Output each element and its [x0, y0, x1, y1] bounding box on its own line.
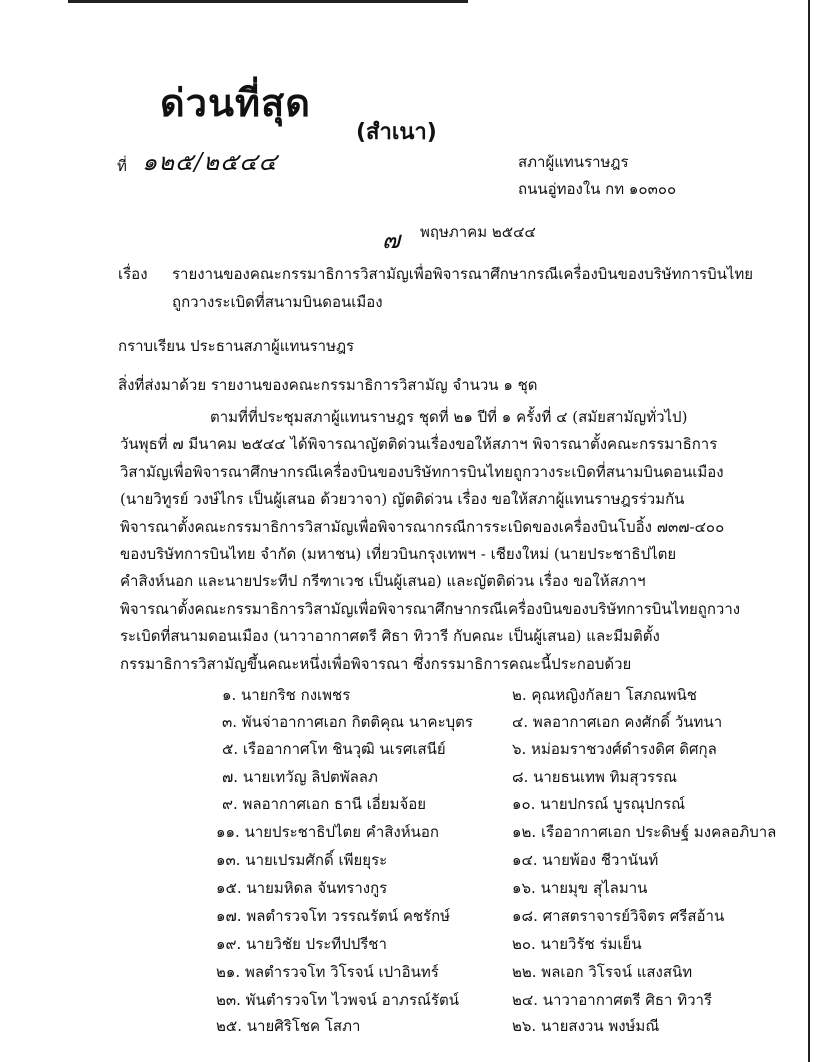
member-right: ๒๖. นายสงวน พงษ์มณี — [512, 1017, 660, 1035]
scan-edge-top — [68, 0, 468, 3]
body-line: กรรมาธิการวิสามัญขึ้นคณะหนึ่งเพื่อพิจารณา ซึ่งกรรมาธิการคณะนี้ประกอบด้วย — [120, 654, 632, 673]
member-right: ๒๒. พลเอก วิโรจน์ แสงสนิท — [512, 963, 693, 981]
body-line: พิจารณาตั้งคณะกรรมาธิการวิสามัญเพื่อพิจารณากรณีการระเบิดของเครื่องบินโบอิ้ง ๗๓๗-๔๐๐ — [120, 517, 725, 536]
member-right: ๒. คุณหญิงกัลยา โสภณพนิช — [512, 686, 697, 704]
member-left: ๑๕. นายมหิดล จันทรางกูร — [216, 879, 388, 897]
body-paragraph — [120, 404, 740, 678]
urgency-heading: ด่วนที่สุด — [160, 81, 311, 125]
member-left: ๕. เรืออากาศโท ชินวุฒิ นเรศเสนีย์ — [222, 740, 446, 758]
body-line: คำสิงห์นอก และนายประทีป กรีฑาเวช เป็นผู้เสนอ) และญัตติด่วน เรื่อง ขอให้สภาฯ — [120, 572, 646, 591]
date-month-year: พฤษภาคม ๒๕๔๔ — [420, 223, 536, 241]
member-right: ๘. นายธนเทพ ทิมสุวรรณ — [512, 768, 678, 786]
reference-label: ที่ — [117, 157, 127, 175]
member-left: ๒๓. พันตำรวจโท ไวพจน์ อาภรณ์รัตน์ — [216, 991, 459, 1009]
member-right: ๔. พลอากาศเอก คงศักดิ์ วันทนา — [512, 713, 723, 731]
subject-line1: รายงานของคณะกรรมาธิการวิสามัญเพื่อพิจารณาศึกษากรณีเครื่องบินของบริษัทการบินไทย — [172, 265, 754, 283]
member-right: ๑๘. ศาสตราจารย์วิจิตร ศรีสอ้าน — [512, 907, 725, 925]
body-line: ระเบิดที่สนามดอนเมือง (นาวาอากาศตรี ศิธา ทิวารี กับคณะ เป็นผู้เสนอ) และมีมติตั้ง — [120, 627, 660, 646]
member-right: ๖. หม่อมราชวงศ์ดำรงดิศ ดิศกุล — [512, 740, 717, 758]
member-left: ๑๗. พลตำรวจโท วรรณรัตน์ คชรักษ์ — [216, 907, 451, 925]
member-left: ๑๓. นายเปรมศักดิ์ เพียยุระ — [216, 851, 388, 869]
reference-number: ๑๒๕/๒๕๔๔ — [142, 148, 278, 176]
member-right: ๒๐. นายวิรัช ร่มเย็น — [512, 935, 642, 953]
member-right: ๑๖. นายมุข สุไลมาน — [512, 879, 648, 897]
member-left: ๑๑. นายประชาธิปไตย คำสิงห์นอก — [216, 823, 439, 841]
member-right: ๒๔. นาวาอากาศตรี ศิธา ทิวารี — [512, 991, 712, 1009]
body-line: ของบริษัทการบินไทย จำกัด (มหาชน) เที่ยวบินกรุงเทพฯ - เชียงใหม่ (นายประชาธิปไตย — [120, 545, 677, 564]
body-line: วิสามัญเพื่อพิจารณาศึกษากรณีเครื่องบินของบริษัทการบินไทยถูกวางระเบิดที่สนามบินดอนเมือง — [120, 462, 724, 481]
member-right: ๑๐. นายปกรณ์ บูรณุปกรณ์ — [512, 795, 686, 813]
scan-edge-right — [808, 0, 810, 1062]
salutation: กราบเรียน ประธานสภาผู้แทนราษฎร — [118, 337, 355, 355]
member-right: ๑๔. นายพ้อง ชีวานันท์ — [512, 851, 659, 869]
member-left: ๑๙. นายวิชัย ประทีปปรีชา — [216, 935, 387, 953]
sender-address-line1: สภาผู้แทนราษฎร — [518, 153, 629, 171]
body-line: วันพุธที่ ๗ มีนาคม ๒๕๔๔ ได้พิจารณาญัตติด่วนเรื่องขอให้สภาฯ พิจารณาตั้งคณะกรรมาธิการ — [120, 435, 718, 454]
body-line: (นายวิทูรย์ วงษ์ไกร เป็นผู้เสนอ ด้วยวาจา) ญัตติด่วน เรื่อง ขอให้สภาผู้แทนราษฎรร่วมกัน — [120, 490, 685, 509]
member-right: ๑๒. เรืออากาศเอก ประดิษฐ์ มงคลอภิบาล — [512, 823, 777, 841]
copy-mark: (สำเนา) — [356, 120, 437, 145]
enclosure-line: สิ่งที่ส่งมาด้วย รายงานของคณะกรรมาธิการวิสามัญ จำนวน ๑ ชุด — [118, 376, 538, 394]
member-left: ๒๕. นายศิริโชค โสภา — [216, 1017, 361, 1035]
sender-address-line2: ถนนอู่ทองใน กท ๑๐๓๐๐ — [518, 180, 677, 198]
member-left: ๑. นายกริช กงเพชร — [222, 686, 351, 704]
subject-line2: ถูกวางระเบิดที่สนามบินดอนเมือง — [172, 293, 383, 311]
date-day: ๗ — [382, 226, 401, 254]
subject-label: เรื่อง — [118, 265, 148, 283]
body-line: ตามที่ที่ประชุมสภาผู้แทนราษฎร ชุดที่ ๒๑ ปีที่ ๑ ครั้งที่ ๔ (สมัยสามัญทั่วไป) — [210, 408, 688, 426]
member-left: ๗. นายเทวัญ ลิปตพัลลภ — [222, 768, 378, 786]
member-left: ๓. พันจ่าอากาศเอก กิตติคุณ นาคะบุตร — [222, 713, 473, 731]
member-left: ๒๑. พลตำรวจโท วิโรจน์ เปาอินทร์ — [216, 963, 439, 981]
body-line: พิจารณาตั้งคณะกรรมาธิการวิสามัญเพื่อพิจารณาศึกษากรณีเครื่องบินของบริษัทการบินไทยถูกวาง — [120, 599, 741, 618]
member-left: ๙. พลอากาศเอก ธานี เอี่ยมจ้อย — [222, 795, 427, 813]
